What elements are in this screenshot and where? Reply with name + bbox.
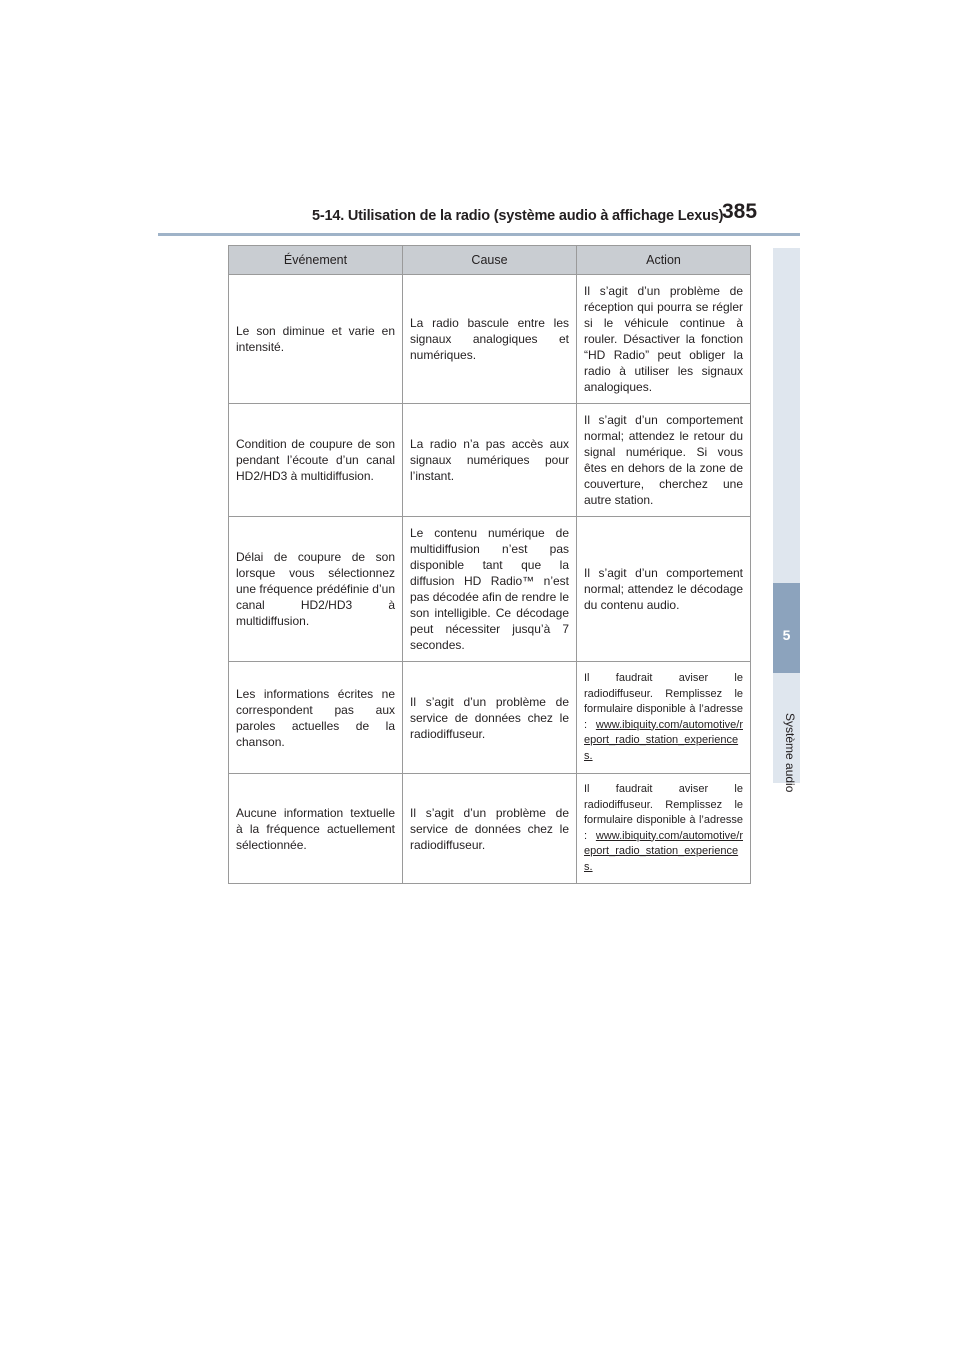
side-band-top [773,248,800,583]
action-text: Il faudrait aviser le radiodiffuseur. Remplissez le formulaire disponible à l’adresse : [584,672,743,731]
report-link[interactable]: www.ibiquity.com/automotive/report_radio_station_experiences. [584,718,743,762]
column-header-event: Événement [229,246,403,275]
table-row [229,662,751,774]
page-number: 385 [722,200,758,223]
table-header-row [229,246,751,275]
action-cell [577,774,751,884]
troubleshooting-table [228,245,751,884]
event-cell: Le son diminue et varie en intensité. [229,275,403,404]
event-cell: Les informations écrites ne correspondent pas aux paroles actuelles de la chanson. [229,662,403,774]
column-header-action: Action [577,246,751,275]
header-rule [158,233,800,236]
section-title: 5-14. Utilisation de la radio (système audio à affichage Lexus) [312,208,724,224]
cause-cell: Le contenu numérique de multidiffusion n’est pas disponible tant que la diffusion HD Radio™ n’est pas décodée afin de rendre le son intelligible. Ce décodage peut nécessiter jusqu’à 7 secondes. [403,517,577,662]
cause-cell: La radio bascule entre les signaux analogiques et numériques. [403,275,577,404]
chapter-label: Système audio [783,713,797,793]
cause-cell: La radio n’a pas accès aux signaux numériques pour l’instant. [403,404,577,517]
cause-cell: Il s’agit d’un problème de service de données chez le radiodiffuseur. [403,774,577,884]
action-cell: Il s’agit d’un problème de réception qui pourra se régler si le véhicule continue à rouler. Désactiver la fonction “HD Radio” peut obliger la radio à utiliser les signaux analogiques. [577,275,751,404]
table-row [229,774,751,884]
event-cell: Condition de coupure de son pendant l’écoute d’un canal HD2/HD3 à multidiffusion. [229,404,403,517]
report-link[interactable]: www.ibiquity.com/automotive/report_radio_station_experiences. [584,829,743,873]
action-cell [577,662,751,774]
table-row [229,517,751,662]
cause-cell: Il s’agit d’un problème de service de données chez le radiodiffuseur. [403,662,577,774]
action-text: Il faudrait aviser le radiodiffuseur. Remplissez le formulaire disponible à l’adresse : [584,783,743,842]
event-cell: Aucune information textuelle à la fréquence actuellement sélectionnée. [229,774,403,884]
chapter-number: 5 [782,627,791,643]
column-header-cause: Cause [403,246,577,275]
action-cell: Il s’agit d’un comportement normal; attendez le retour du signal numérique. Si vous êtes en dehors de la zone de couverture, cherchez une autre station. [577,404,751,517]
action-cell: Il s’agit d’un comportement normal; attendez le décodage du contenu audio. [577,517,751,662]
table-row [229,404,751,517]
table-row [229,275,751,404]
event-cell: Délai de coupure de son lorsque vous sélectionnez une fréquence prédéfinie d’un canal HD2/HD3 à multidiffusion. [229,517,403,662]
